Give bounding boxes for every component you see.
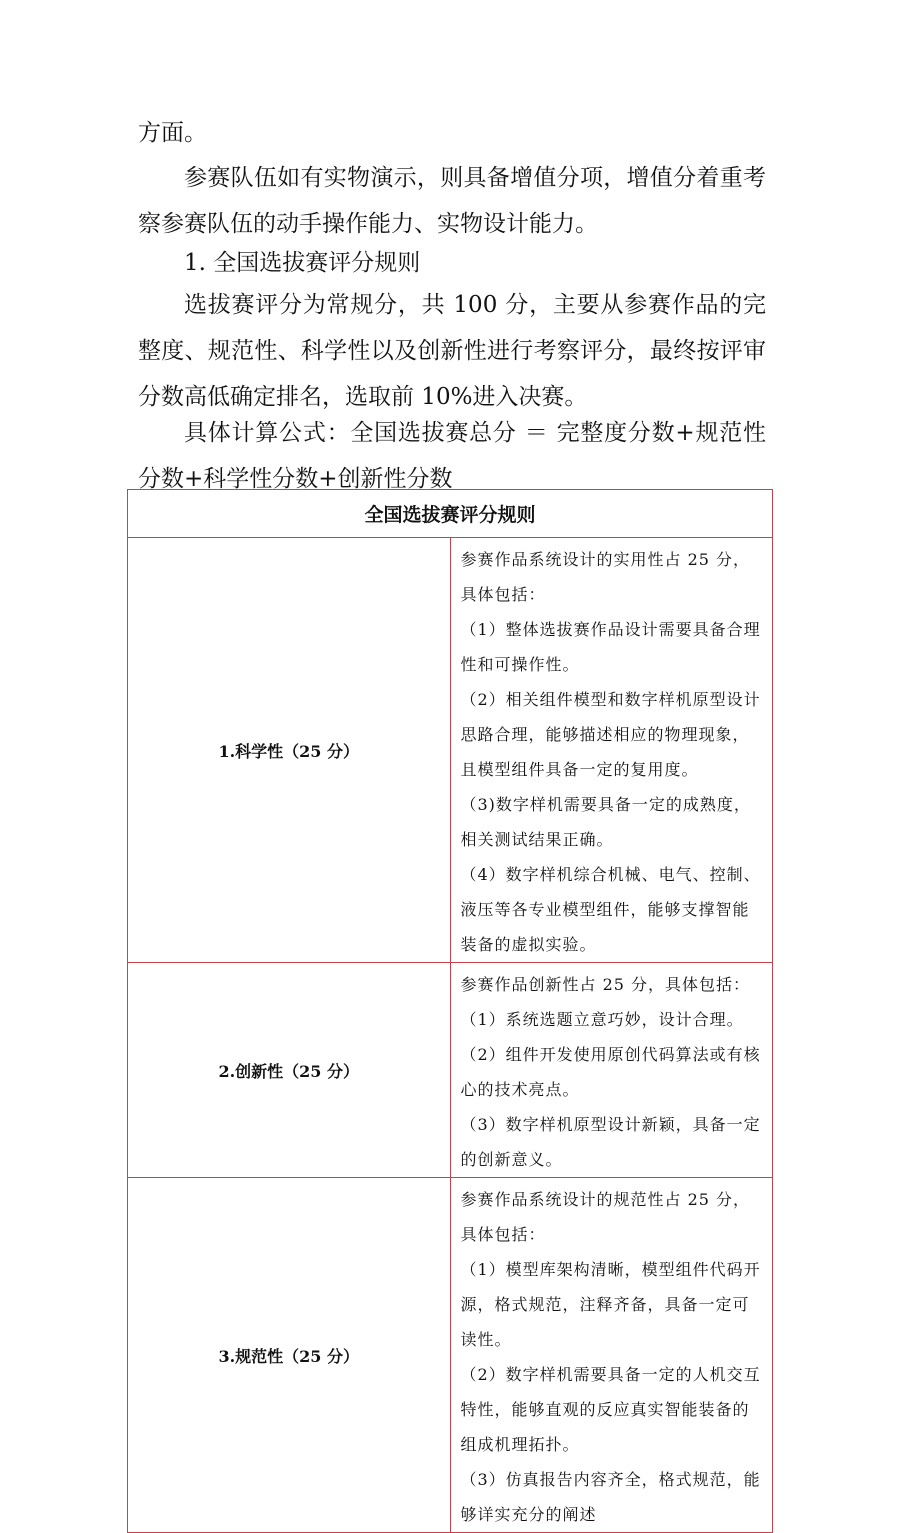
criterion-standardization: 3.规范性（25 分） [128,1178,451,1533]
description-intro: 参赛作品系统设计的规范性占 25 分，具体包括： [460,1190,751,1244]
paragraph-physical-demo: 参赛队伍如有实物演示，则具备增值分项，增值分着重考察参赛队伍的动手操作能力、实物设计能力。 [138,165,766,237]
table-row-innovation [128,963,773,1178]
table-row-science [128,538,773,963]
description-intro: 参赛作品系统设计的实用性占 25 分，具体包括： [460,550,751,604]
criterion-science: 1.科学性（25 分） [128,538,451,963]
description-intro: 参赛作品创新性占 25 分，具体包括： [460,975,751,994]
description-item: （3)数字样机需要具备一定的成熟度，相关测试结果正确。 [460,795,751,849]
description-item: （4）数字样机综合机械、电气、控制、液压等各专业模型组件，能够支撑智能装备的虚拟实验。 [460,865,761,954]
table-row-standardization [128,1178,773,1533]
description-item: （1）整体选拔赛作品设计需要具备合理性和可操作性。 [460,620,761,674]
paragraph-scoring-overview: 选拔赛评分为常规分，共 100 分，主要从参赛作品的完整度、规范性、科学性以及创新性进行考察评分，最终按评审分数高低确定排名，选取前 10%进入决赛。 [138,292,766,410]
paragraph-continuation: 方面。 [138,120,207,146]
description-item: （2）组件开发使用原创代码算法或有核心的技术亮点。 [460,1045,761,1099]
section-heading: 1. 全国选拔赛评分规则 [184,250,421,276]
criterion-innovation-description [450,963,773,1178]
description-item: （1）系统选题立意巧妙，设计合理。 [460,1010,744,1029]
paragraph-formula: 具体计算公式：全国选拔赛总分 ＝ 完整度分数+规范性分数+科学性分数+创新性分数 [138,420,766,492]
table-title-row [128,490,773,538]
description-item: （1）模型库架构清晰，模型组件代码开源，格式规范，注释齐备，具备一定可读性。 [460,1260,761,1349]
description-item: （2）相关组件模型和数字样机原型设计思路合理，能够描述相应的物理现象，且模型组件具备一定的复用度。 [460,690,761,779]
description-item: （2）数字样机需要具备一定的人机交互特性，能够直观的反应真实智能装备的组成机理拓扑。 [460,1365,761,1454]
table-title: 全国选拔赛评分规则 [128,490,773,538]
criterion-science-description [450,538,773,963]
description-item: （3）数字样机原型设计新颖，具备一定的创新意义。 [460,1115,761,1169]
description-item: （3）仿真报告内容齐全，格式规范，能够详实充分的阐述 [460,1470,761,1524]
criterion-innovation: 2.创新性（25 分） [128,963,451,1178]
criterion-standardization-description [450,1178,773,1533]
scoring-rules-table [127,489,773,1533]
